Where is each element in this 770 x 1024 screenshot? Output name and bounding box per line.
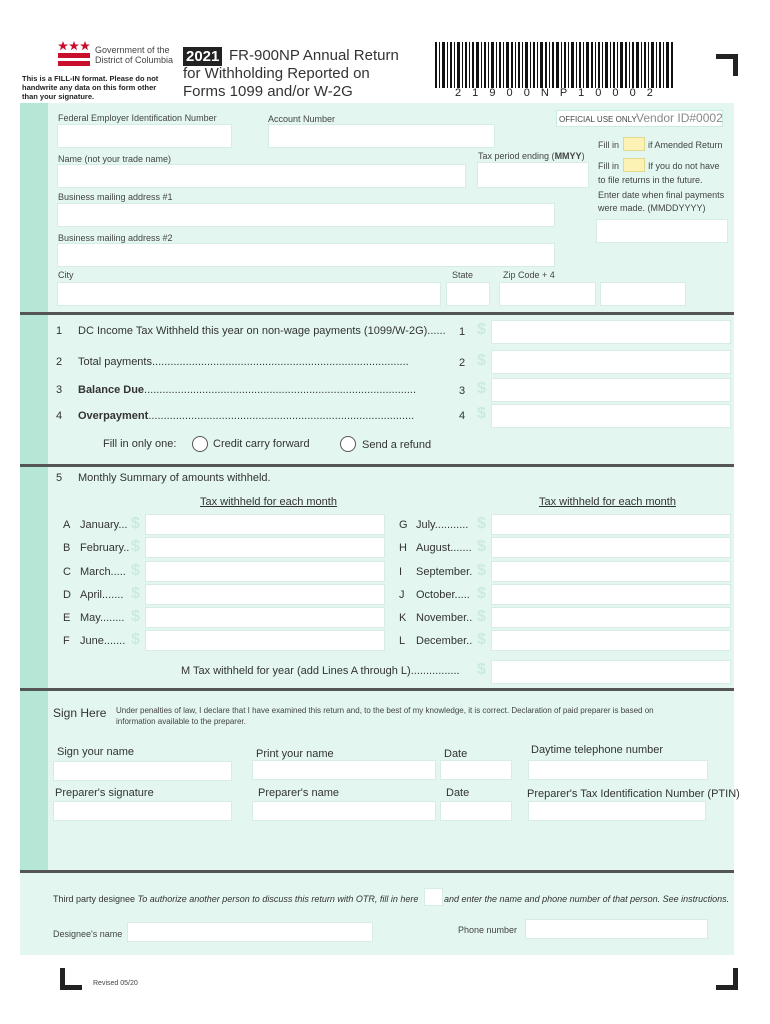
- line5-number: 5: [56, 472, 63, 484]
- designee-phone-label: Phone number: [458, 925, 518, 935]
- line2-ref: 2: [459, 357, 466, 369]
- month-l-letter: L: [399, 635, 406, 647]
- state-field[interactable]: [446, 282, 490, 306]
- month-f-letter: F: [63, 635, 70, 647]
- month-d-dollar: $: [131, 585, 140, 602]
- line4-ref: 4: [459, 410, 466, 422]
- designee-name-label: Designee's name: [53, 929, 123, 939]
- month-k-label: November..: [416, 612, 473, 624]
- month-j-label: October.....: [416, 589, 470, 601]
- name-label: Name (not your trade name): [58, 154, 172, 164]
- month-g-dollar: $: [477, 515, 486, 532]
- month-d-label: April.......: [80, 589, 124, 601]
- line2-amount-field[interactable]: [491, 350, 731, 374]
- month-g-label: July...........: [416, 519, 469, 531]
- fillin-note-2: handwrite any data on this form other: [22, 83, 157, 92]
- line4-text: Overpayment.......................................................................................: [78, 410, 415, 422]
- final-date-label-2: were made. (MMDDYYYY): [598, 203, 706, 213]
- zip-field[interactable]: [499, 282, 596, 306]
- official-use-label: OFFICIAL USE ONLY: [559, 115, 637, 124]
- final-date-field[interactable]: [596, 219, 728, 243]
- month-c-letter: C: [63, 566, 71, 578]
- barcode: [435, 42, 675, 88]
- fillin-note-3: than your signature.: [22, 92, 95, 101]
- date1-label: Date: [444, 748, 468, 760]
- month-a-dollar: $: [131, 515, 140, 532]
- no-future-returns-label-1: If you do not have: [648, 161, 720, 171]
- month-j-letter: J: [399, 589, 405, 601]
- month-d-amount-field[interactable]: [145, 584, 385, 605]
- third-party-label: Third party designee: [53, 894, 136, 904]
- corner-mark-bottom-left: [60, 968, 82, 990]
- corner-mark-bottom-right: [716, 968, 738, 990]
- phone-label: Daytime telephone number: [531, 744, 664, 756]
- month-e-dollar: $: [131, 608, 140, 625]
- authorize-text: To authorize another person to discuss this return with OTR, fill in here: [137, 894, 419, 904]
- month-a-label: January...: [80, 519, 128, 531]
- line1-number: 1: [56, 325, 63, 337]
- fill-in-amended-label: Fill in: [598, 140, 620, 150]
- account-label: Account Number: [268, 114, 336, 124]
- designee-enter-text: and enter the name and phone number of that person. See instructions.: [444, 894, 730, 904]
- fein-field[interactable]: [57, 124, 232, 148]
- month-h-label: August.......: [416, 542, 472, 554]
- line3-number: 3: [56, 384, 63, 396]
- line2-number: 2: [56, 356, 63, 368]
- tax-period-field[interactable]: [477, 162, 589, 188]
- line4-number: 4: [56, 410, 63, 422]
- sign-name-field[interactable]: [53, 761, 232, 781]
- month-d-letter: D: [63, 589, 71, 601]
- line2-dollar: $: [477, 352, 486, 369]
- month-f-amount-field[interactable]: [145, 630, 385, 651]
- separator-3: [20, 688, 734, 691]
- tax-period-label: Tax period ending (MMYY): [478, 151, 585, 161]
- preparer-signature-label: Preparer's signature: [55, 787, 154, 799]
- month-e-amount-field[interactable]: [145, 607, 385, 628]
- carry-forward-label: Credit carry forward: [213, 438, 310, 450]
- form-title-3: Forms 1099 and/or W-2G: [183, 83, 353, 100]
- fill-in-nofile-label: Fill in: [598, 161, 620, 171]
- month-j-amount-field[interactable]: [491, 584, 731, 605]
- designee-name-field[interactable]: [127, 922, 373, 942]
- line4-amount-field[interactable]: [491, 404, 731, 428]
- month-i-amount-field[interactable]: [491, 561, 731, 582]
- declaration-line-2: information available to the preparer.: [116, 717, 246, 726]
- form-title-2: for Withholding Reported on: [183, 65, 370, 82]
- amended-return-checkbox[interactable]: [623, 137, 645, 151]
- final-date-label-1: Enter date when final payments: [598, 190, 725, 200]
- sign-here-label: Sign Here: [53, 706, 107, 720]
- month-e-label: May........: [80, 612, 125, 624]
- form-side-strip: [20, 103, 48, 870]
- month-j-dollar: $: [477, 585, 486, 602]
- designee-checkbox[interactable]: [424, 888, 443, 906]
- dc-flag-logo: [58, 40, 90, 68]
- address1-label: Business mailing address #1: [58, 192, 173, 202]
- line4-dollar: $: [477, 405, 486, 422]
- month-i-label: September.: [416, 566, 473, 578]
- separator-2: [20, 464, 734, 467]
- col-header-right: Tax withheld for each month: [539, 496, 676, 508]
- barcode-text: 2 1 9 0 0 N P 1 0 0 0 2: [455, 87, 657, 99]
- zip4-field[interactable]: [600, 282, 686, 306]
- name-field[interactable]: [57, 164, 466, 188]
- line5-text: Monthly Summary of amounts withheld.: [78, 472, 271, 484]
- month-f-label: June.......: [80, 635, 126, 647]
- line1-ref: 1: [459, 326, 466, 338]
- gov-line2: District of Columbia: [95, 55, 174, 65]
- corner-mark-top-right: [716, 54, 738, 76]
- ptin-field[interactable]: [528, 801, 706, 821]
- month-h-dollar: $: [477, 538, 486, 555]
- line3-ref: 3: [459, 385, 466, 397]
- line3-dollar: $: [477, 380, 486, 397]
- month-b-label: February..: [80, 542, 130, 554]
- preparer-name-field[interactable]: [252, 801, 436, 821]
- no-future-returns-label-2: to file returns in the future.: [598, 175, 703, 185]
- no-future-returns-checkbox[interactable]: [623, 158, 645, 172]
- month-k-dollar: $: [477, 608, 486, 625]
- ptin-label: Preparer's Tax Identification Number (PTIN): [527, 788, 740, 800]
- month-l-amount-field[interactable]: [491, 630, 731, 651]
- separator-4: [20, 870, 734, 873]
- state-label: State: [452, 270, 474, 280]
- month-g-amount-field[interactable]: [491, 514, 731, 535]
- vendor-id: Vendor ID#0002: [636, 111, 723, 125]
- preparer-signature-field[interactable]: [53, 801, 232, 821]
- gov-line1: Government of the: [95, 45, 170, 55]
- month-k-letter: K: [399, 612, 407, 624]
- zip-label: Zip Code + 4: [503, 270, 555, 280]
- line3-amount-field[interactable]: [491, 378, 731, 402]
- month-h-amount-field[interactable]: [491, 537, 731, 558]
- phone-field[interactable]: [528, 760, 708, 780]
- form-title-1: FR-900NP Annual Return: [229, 47, 399, 64]
- month-a-amount-field[interactable]: [145, 514, 385, 535]
- send-refund-radio[interactable]: [340, 436, 356, 452]
- line-m-dollar: $: [477, 661, 486, 678]
- line1-text: DC Income Tax Withheld this year on non-wage payments (1099/W-2G)......: [78, 325, 446, 337]
- line3-text: Balance Due.........................................................................................: [78, 384, 417, 396]
- month-f-dollar: $: [131, 631, 140, 648]
- month-l-dollar: $: [477, 631, 486, 648]
- send-refund-label: Send a refund: [362, 439, 432, 451]
- month-c-amount-field[interactable]: [145, 561, 385, 582]
- city-field[interactable]: [57, 282, 441, 306]
- fein-label: Federal Employer Identification Number: [58, 113, 217, 123]
- month-i-letter: I: [399, 566, 403, 578]
- declaration-line-1: Under penalties of law, I declare that I have examined this return and, to the best of my knowledge, it is correct. Declaration of paid preparer is based on: [116, 706, 654, 715]
- city-label: City: [58, 270, 74, 280]
- address2-label: Business mailing address #2: [58, 233, 173, 243]
- line1-dollar: $: [477, 321, 486, 338]
- date2-field[interactable]: [440, 801, 512, 821]
- sign-name-label: Sign your name: [57, 746, 135, 758]
- line2-text: Total payments....................................................................................: [78, 356, 409, 368]
- month-e-letter: E: [63, 612, 71, 624]
- form-year: 2021: [183, 47, 222, 66]
- revised-date: Revised 05/20: [93, 980, 138, 987]
- month-b-amount-field[interactable]: [145, 537, 385, 558]
- address1-field[interactable]: [57, 203, 555, 227]
- month-i-dollar: $: [477, 562, 486, 579]
- month-g-letter: G: [399, 519, 408, 531]
- month-a-letter: A: [63, 519, 71, 531]
- separator-1: [20, 312, 734, 315]
- print-name-label: Print your name: [256, 748, 334, 760]
- amended-return-label: if Amended Return: [648, 140, 723, 150]
- designee-phone-field[interactable]: [525, 919, 708, 939]
- fill-one-label: Fill in only one:: [103, 438, 177, 450]
- date2-label: Date: [446, 787, 470, 799]
- month-c-dollar: $: [131, 562, 140, 579]
- designee-line: [53, 894, 418, 904]
- month-c-label: March.....: [80, 566, 126, 578]
- carry-forward-radio[interactable]: [192, 436, 208, 452]
- address2-field[interactable]: [57, 243, 555, 267]
- date1-field[interactable]: [440, 760, 512, 780]
- account-field[interactable]: [268, 124, 495, 148]
- col-header-left: Tax withheld for each month: [200, 496, 337, 508]
- line-m-text: M Tax withheld for year (add Lines A through L)................: [181, 665, 460, 677]
- print-name-field[interactable]: [252, 760, 436, 780]
- preparer-name-label: Preparer's name: [258, 787, 339, 799]
- fillin-note-1: This is a FILL-IN format. Please do not: [22, 74, 159, 83]
- month-k-amount-field[interactable]: [491, 607, 731, 628]
- month-b-letter: B: [63, 542, 71, 554]
- month-b-dollar: $: [131, 538, 140, 555]
- line1-amount-field[interactable]: [491, 320, 731, 344]
- line-m-amount-field[interactable]: [491, 660, 731, 684]
- month-l-label: December..: [416, 635, 473, 647]
- month-h-letter: H: [399, 542, 407, 554]
